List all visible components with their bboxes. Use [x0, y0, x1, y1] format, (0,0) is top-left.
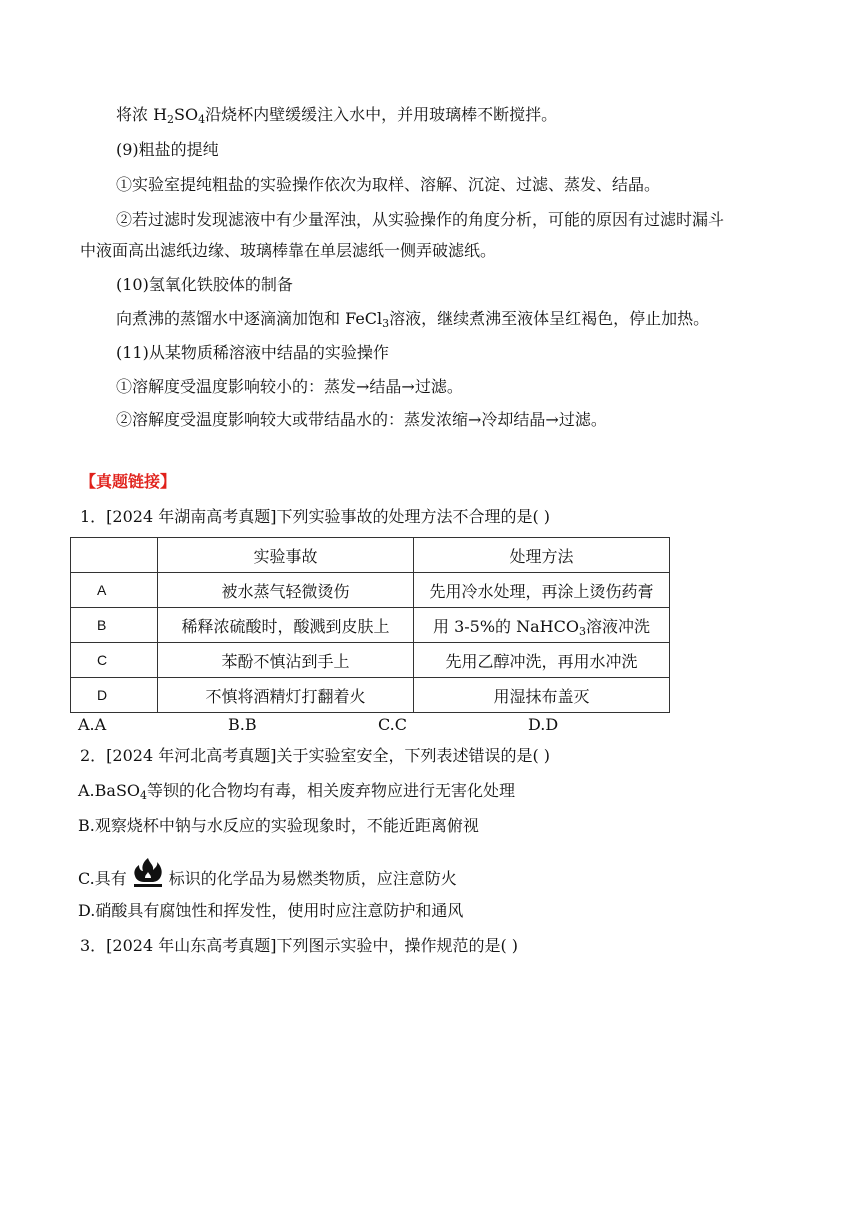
table-cell: D [71, 678, 158, 713]
paragraph-11-2: ②溶解度受温度影响较大或带结晶水的：蒸发浓缩→冷却结晶→过滤。 [116, 410, 607, 429]
paragraph-9-2b: 中液面高出滤纸边缘、玻璃棒靠在单层滤纸一侧弄破滤纸。 [80, 241, 497, 260]
question-2-stem: 2．[2024 年河北高考真题]关于实验室安全，下列表述错误的是( ) [80, 746, 551, 765]
table-header-cell: 处理方法 [414, 538, 670, 573]
paragraph-10 [116, 308, 709, 330]
table-cell: 先用冷水处理，再涂上烫伤药膏 [414, 573, 670, 608]
table-header-row [71, 538, 670, 573]
text-segment: 溶液冲洗 [585, 616, 650, 636]
table-header-cell [71, 538, 158, 573]
text-segment: 标识的化学品为易燃类物质，应注意防火 [168, 869, 457, 888]
text-segment: SO [174, 105, 199, 124]
subscript: 3 [382, 317, 390, 330]
question-2-option-b: B.观察烧杯中钠与水反应的实验现象时，不能近距离俯视 [78, 816, 479, 835]
paragraph-9-1: ①实验室提纯粗盐的实验操作依次为取样、溶解、沉淀、过滤、蒸发、结晶。 [116, 175, 661, 194]
table-cell: B [71, 608, 158, 643]
table-cell: 苯酚不慎沾到手上 [158, 643, 414, 678]
paragraph-dilute-acid [116, 104, 557, 126]
text-segment: 沿烧杯内壁缓缓注入水中，并用玻璃棒不断搅拌。 [205, 105, 558, 124]
question-3-stem: 3．[2024 年山东高考真题]下列图示实验中，操作规范的是( ) [80, 936, 519, 955]
table-cell: 稀释浓硫酸时，酸溅到皮肤上 [158, 608, 414, 643]
text-segment: A. [78, 781, 95, 800]
heading-9: (9)粗盐的提纯 [116, 140, 219, 159]
question-2-option-a [78, 780, 515, 802]
text-segment: 向煮沸的蒸馏水中逐滴滴加饱和 FeCl [116, 309, 383, 328]
section-title: 【真题链接】 [80, 472, 177, 491]
option-d: D.D [528, 715, 559, 734]
question-2-option-d: D.硝酸具有腐蚀性和挥发性，使用时应注意防护和通风 [78, 901, 464, 920]
heading-11: (11)从某物质稀溶液中结晶的实验操作 [116, 343, 389, 362]
flammable-icon [131, 856, 165, 898]
paragraph-9-2a: ②若过滤时发现滤液中有少量浑浊，从实验操作的角度分析，可能的原因有过滤时漏斗 [116, 210, 725, 229]
table-row [71, 608, 670, 643]
table-header-cell: 实验事故 [158, 538, 414, 573]
text-segment: 将浓 H [116, 105, 168, 124]
table-cell: 被水蒸气轻微烫伤 [158, 573, 414, 608]
option-b: B.B [228, 715, 257, 734]
option-a: A.A [78, 715, 107, 734]
heading-10: (10)氢氧化铁胶体的制备 [116, 275, 293, 294]
table-cell [414, 608, 670, 643]
table-cell: C [71, 643, 158, 678]
paragraph-11-1: ①溶解度受温度影响较小的：蒸发→结晶→过滤。 [116, 377, 463, 396]
table-cell: 不慎将酒精灯打翻着火 [158, 678, 414, 713]
subscript: 2 [167, 113, 175, 126]
table-cell: 用湿抹布盖灭 [414, 678, 670, 713]
table-row [71, 573, 670, 608]
text-segment: 溶液，继续煮沸至液体呈红褐色，停止加热。 [389, 309, 710, 328]
subscript: 4 [140, 789, 148, 802]
table-row [71, 643, 670, 678]
text-segment: C.具有 [78, 869, 127, 888]
text-segment: 等钡的化合物均有毒，相关废弃物应进行无害化处理 [147, 781, 516, 800]
text-segment: 用 3-5%的 NaHCO [432, 616, 579, 636]
option-c: C.C [378, 715, 407, 734]
question-2-option-c [78, 856, 457, 898]
subscript: 4 [198, 113, 206, 126]
subscript: 3 [578, 624, 586, 638]
accident-table [70, 537, 670, 713]
table-cell: 先用乙醇冲洗，再用水冲洗 [414, 643, 670, 678]
chemical-formula: BaSO [94, 781, 141, 800]
question-1-stem: 1．[2024 年湖南高考真题]下列实验事故的处理方法不合理的是( ) [80, 507, 551, 526]
table-cell: A [71, 573, 158, 608]
table-row [71, 678, 670, 713]
